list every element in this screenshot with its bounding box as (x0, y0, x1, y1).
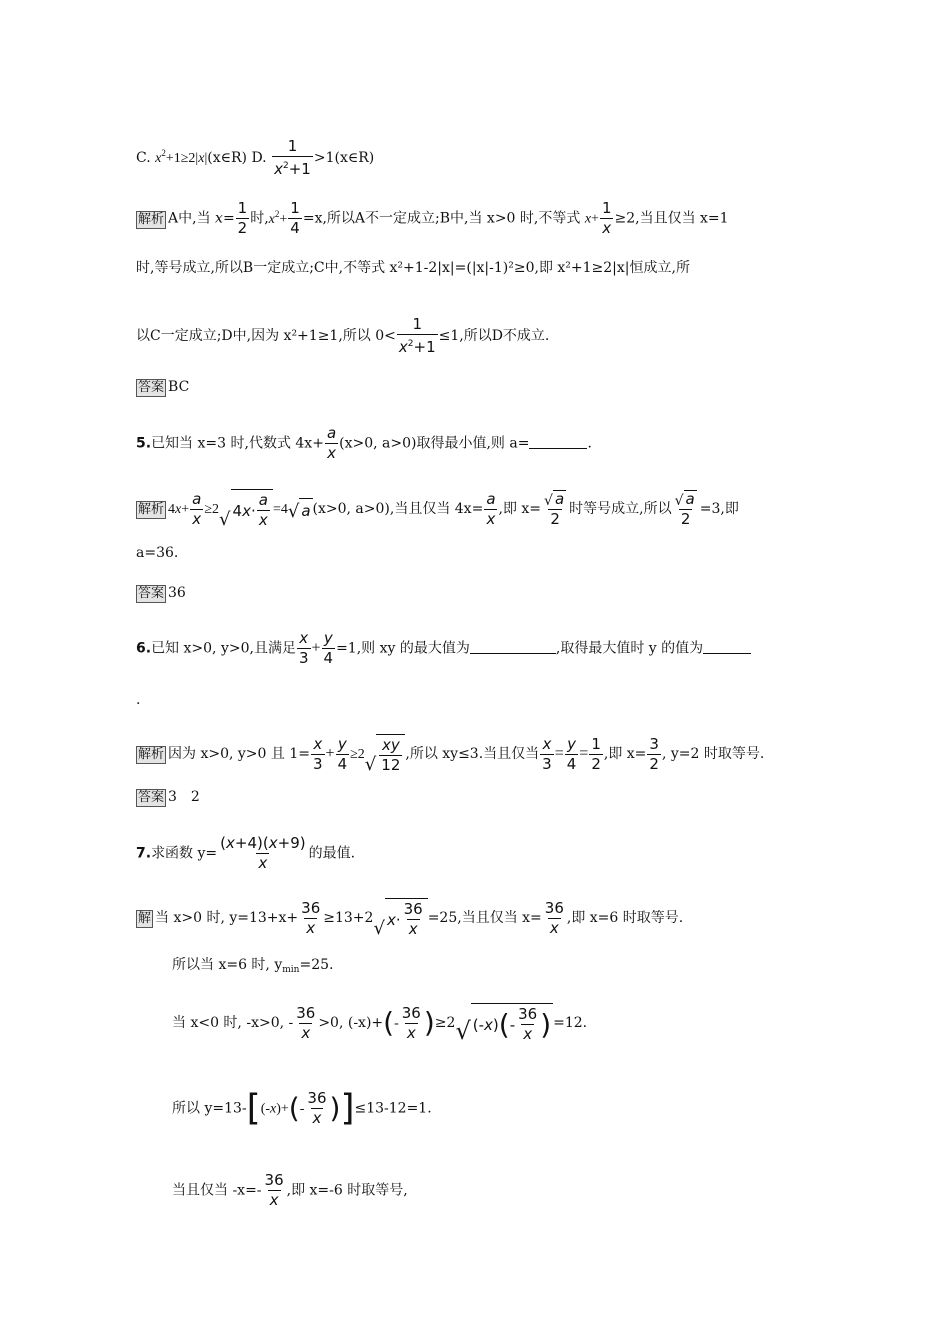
fraction-a-over-x: $\frac{a}{x}$ (326, 424, 337, 462)
option-c-tail: (x∈R) (207, 150, 247, 166)
option-c-expr: $x^2+1\ge 2|x|$ (155, 148, 208, 166)
sqrt-a: √ a (288, 498, 313, 521)
fraction-y-over-4: $\frac{y}{4}$ (566, 734, 577, 773)
option-d-label: D. (251, 150, 267, 166)
fraction-three-halves: $\frac{3}{2}$ (649, 734, 659, 773)
q4-answer (136, 377, 189, 397)
option-c-label: C. (136, 150, 151, 166)
q7-solution-line3: 当 x<0 时, -x>0, - $\frac{36}{x}$ >0, (-x)+(- $\frac{36}{x}$ )≥2 √ (- x ) ( - $\frac{36}{x}$ ) =12. (172, 1003, 588, 1045)
q5-analysis-line1: 解析 4x+ $\frac{a}{x}$ ≥2 √ 4 x · $\frac{a}{x}$ =4 √ a (x>0, a>0),当且仅当 4x= $\frac{a}{x}$ ,即 x= √ a 2 时等号成立,所以 √ a 2 =3,即 (138, 489, 739, 530)
q7-solution-line1 (136, 898, 683, 938)
sqrt-expression: √ 4 x · $\frac{a}{x}$ (219, 489, 273, 529)
q7-text: =12. (553, 1015, 588, 1031)
q6-text: 因为 x>0, y>0 且 1= (168, 746, 310, 762)
q7-text: 所以 y=13- (172, 1100, 247, 1117)
fraction-one-half: $\frac{1}{2}$ (237, 199, 248, 237)
q6-answer (136, 787, 200, 807)
q6-text: ,取得最大值时 y 的值为 (555, 640, 704, 657)
fraction-y-over-4: $\frac{y}{4}$ (323, 629, 334, 667)
options-cd (136, 138, 374, 178)
q5-text: 已知当 x=3 时,代数式 4x+ (151, 435, 324, 452)
fraction-function: $\frac{(x+4)(x+9)}{x}$ (220, 834, 306, 872)
sqrt-expression: √ x · $\frac{36}{x}$ (373, 898, 427, 938)
q4-text: ≥2,当且仅当 x=1 (614, 210, 729, 227)
fraction-36-over-x: $\frac{36}{x}$ (401, 1003, 421, 1042)
q6-stem-dot (136, 690, 140, 710)
q7-text: =25. (299, 957, 334, 973)
q4-text: =x,所以A不一定成立;B中,当 x>0 时,不等式 (302, 210, 581, 227)
option-d-tail: >1(x∈R) (313, 150, 375, 166)
q7-solution-line5 (172, 1172, 408, 1209)
q6-text: . (136, 692, 141, 708)
q5-text: . (587, 435, 592, 452)
q6-text: ,即 x= (603, 746, 647, 762)
fraction-one-over-x: $\frac{1}{x}$ (601, 199, 612, 237)
q5-text: ,即 x= (498, 501, 542, 517)
question-number: 6. (136, 640, 152, 657)
subscript-min: min (282, 965, 300, 975)
q7-text: =25,当且仅当 x= (427, 910, 542, 926)
q7-text: ≥2 (434, 1015, 456, 1031)
fraction-36-over-x: $\frac{36}{x}$ (307, 1089, 327, 1127)
fraction-one-half: $\frac{1}{2}$ (591, 734, 601, 773)
q6-text: 已知 x>0, y>0,且满足 (151, 640, 296, 657)
fraction-one-over-x2-plus-1: $\frac{1}{x^2+1}$ (398, 315, 436, 356)
q4-text: ≤1,所以D不成立. (438, 328, 550, 344)
sqrt-expression: √ (- x ) ( - $\frac{36}{x}$ ) (455, 1005, 552, 1045)
q7-text: 求函数 y= (151, 845, 218, 862)
q7-text: 的最值. (308, 845, 356, 862)
fraction-x-over-3: $\frac{x}{3}$ (312, 734, 323, 773)
question-number: 7. (136, 845, 152, 862)
q5-analysis-line2 (136, 543, 178, 563)
q5-text: (x>0, a>0)取得最小值,则 a= (339, 435, 530, 452)
question-number: 5. (136, 435, 152, 452)
q4-text: 以C一定成立;D中,因为 x²+1≥1,所以 0< (136, 328, 396, 344)
answer-tag: 答案 (138, 790, 165, 805)
fraction-36-over-x: $\frac{36}{x}$ (544, 898, 564, 937)
q6-text: =1,则 xy 的最大值为 (336, 640, 470, 657)
answer-blank[interactable] (529, 434, 587, 449)
q5-stem (136, 425, 592, 462)
answer-tag: 答案 (138, 380, 165, 395)
q7-text: 当 x<0 时, -x>0, - (172, 1015, 294, 1031)
fraction-36-over-x: $\frac{36}{x}$ (301, 898, 321, 937)
q7-text: >0, (-x)+ (318, 1015, 384, 1031)
fraction-one-quarter: $\frac{1}{4}$ (290, 199, 300, 237)
q4-analysis-line2 (136, 258, 690, 278)
q6-analysis: 解析 因为 x>0, y>0 且 1= $\frac{x}{3}$ + $\frac{y}{4}$ ≥2 √ $\frac{xy}{12}$ ,所以 xy≤3.当且仅当 $\frac{x}{3}$ = $\frac{y}{4}$ = $\frac{1}{2}$ ,即 x= $\frac{3}{2}$ , y=2 时取等号. (138, 734, 765, 775)
q7-text: ≤13-12=1. (354, 1100, 432, 1117)
answer-blank[interactable] (703, 639, 751, 654)
answer-tag: 答案 (138, 586, 165, 601)
option-d-fraction: $\frac{1}{x^2+1}$ (274, 137, 311, 178)
q7-text: ,即 x=6 时取等号. (566, 910, 684, 926)
answer-value: BC (168, 379, 190, 395)
q7-text: 所以当 x=6 时, y (172, 957, 283, 973)
q6-text: , y=2 时取等号. (661, 746, 765, 762)
q4-text: 时,等号成立,所以B一定成立;C中,不等式 x²+1-2|x|=(|x|-1)²≥0,即 x²+1≥2|x|恒成立,所 (136, 260, 690, 276)
fraction-a-over-x: $\frac{a}{x}$ (486, 489, 496, 528)
fraction-36-over-x: $\frac{36}{x}$ (264, 1171, 284, 1209)
q4-text: A中,当 (168, 210, 211, 227)
q7-solution-line2 (172, 955, 333, 980)
q7-solution-line4: 所以 y=13-[(-x)+(- $\frac{36}{x}$ )]≤13-12=1. (172, 1087, 432, 1129)
q7-text: 当且仅当 -x=- (172, 1182, 262, 1199)
solution-tag: 解 (138, 911, 152, 926)
fraction-sqrt-a-over-2: √ a 2 (674, 490, 695, 528)
q4-analysis-line1: 解析 A中,当 x= $\frac{1}{2}$ 时$,x^2+$ $\frac{1}{4}$ =x,所以A不一定成立;B中,当 x>0 时,不等式 x+ $\frac{1}{x}$ ≥2,当且仅当 x=1 (138, 199, 729, 237)
q5-text: (x>0, a>0),当且仅当 4x= (312, 501, 484, 517)
fraction-36-over-x: $\frac{36}{x}$ (296, 1003, 316, 1042)
q5-text: 时等号成立,所以 (569, 501, 672, 517)
fraction-y-over-4: $\frac{y}{4}$ (337, 734, 348, 773)
q5-answer (136, 583, 186, 603)
q7-text: ,即 x=-6 时取等号, (286, 1182, 408, 1199)
answer-blank[interactable] (470, 639, 556, 654)
fraction-x-over-3: $\frac{x}{3}$ (542, 734, 552, 773)
answer-value: 3 2 (168, 789, 200, 805)
q4-text: 时, (250, 210, 269, 227)
fraction-x-over-3: $\frac{x}{3}$ (298, 629, 309, 667)
q7-text: ≥13+2 (323, 910, 374, 926)
q6-stem: 6.已知 x>0, y>0,且满足 $\frac{x}{3}$ + $\frac{y}{4}$ =1,则 xy 的最大值为 ,取得最大值时 y 的值为 (136, 630, 751, 667)
analysis-tag: 解析 (138, 211, 165, 227)
q6-text: ,所以 xy≤3.当且仅当 (405, 746, 540, 762)
q7-text: 当 x>0 时, y=13+x+ (155, 910, 299, 926)
analysis-tag: 解析 (138, 747, 165, 762)
fraction-sqrt-a-over-2: √ a 2 (544, 490, 565, 528)
q7-stem (136, 835, 355, 872)
analysis-tag: 解析 (138, 502, 165, 517)
fraction-a-over-x: $\frac{a}{x}$ (192, 489, 202, 528)
answer-value: 36 (168, 585, 186, 601)
q4-analysis-line3 (136, 316, 549, 356)
q5-text: a=36. (136, 545, 179, 561)
q5-text: =3,即 (699, 501, 739, 517)
sqrt-xy-over-12: √ $\frac{xy}{12}$ (365, 734, 406, 774)
